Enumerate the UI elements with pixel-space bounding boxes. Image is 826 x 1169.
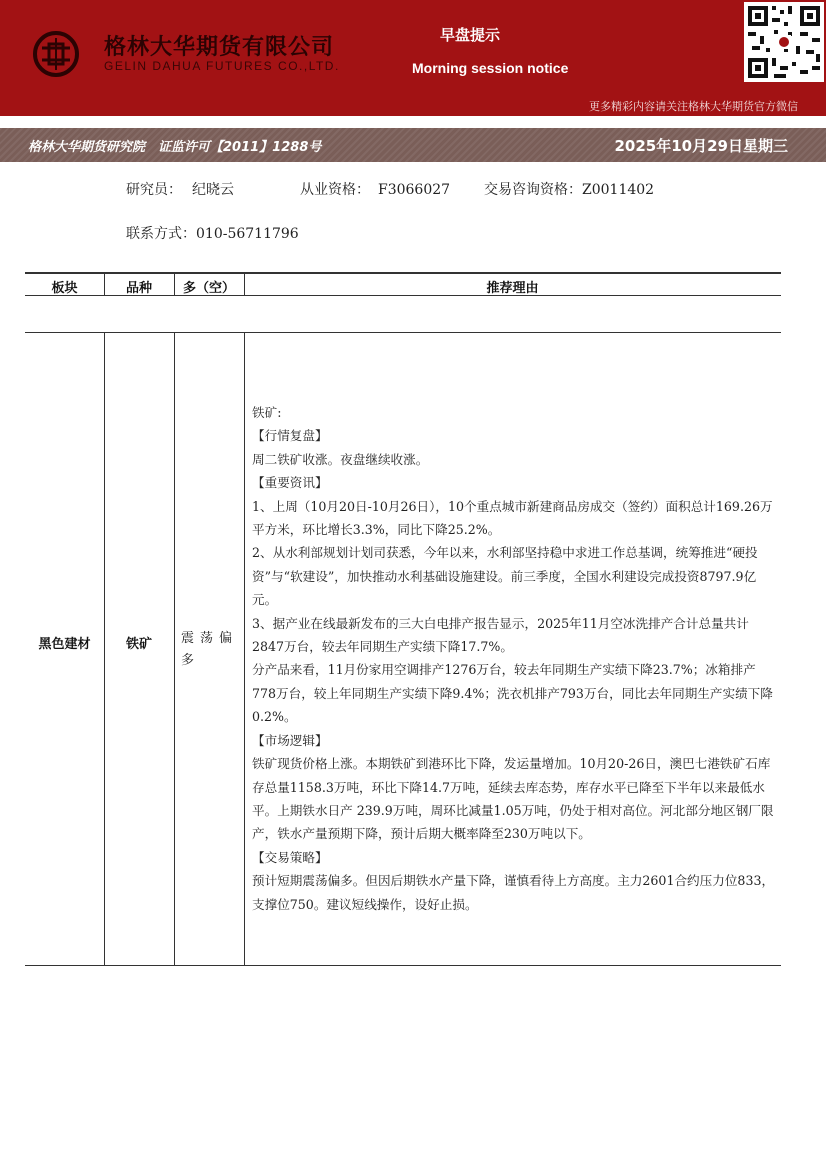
consult-label: 交易咨询资格： [484, 182, 582, 198]
reason-section-heading: 【市场逻辑】 [252, 732, 328, 748]
table-divider [174, 333, 175, 965]
report-date: 2025年10月29日星期三 [614, 137, 788, 155]
qualification-label: 从业资格： [300, 182, 370, 198]
qualification-number: F3066027 [378, 182, 451, 198]
cell-sector: 黑色建材 [38, 637, 91, 652]
contact-label: 联系方式： [126, 226, 196, 242]
institute-bar [0, 128, 826, 162]
reason-section-heading: 【重要资讯】 [252, 475, 328, 491]
company-name-en: GELIN DAHUA FUTURES CO.,LTD. [104, 59, 340, 73]
reason-line: 铁矿: [252, 405, 282, 420]
company-name-cn: 格林大华期货有限公司 [104, 35, 335, 60]
researcher-label: 研究员： [126, 182, 182, 198]
reason-line: 周二铁矿收涨。夜盘继续收涨。 [252, 451, 429, 467]
cell-variety: 铁矿 [125, 637, 152, 652]
researcher-name: 纪晓云 [192, 182, 234, 198]
report-title: 早盘提示 [440, 26, 501, 44]
header-variety: 品种 [125, 281, 152, 296]
researcher-info [126, 179, 234, 199]
report-title-en: Morning session notice [412, 60, 569, 76]
contact-phone[interactable]: 010-56711796 [196, 226, 299, 242]
reason-line: 1、上周（10月20日-10月26日），10个重点城市新建商品房成交（签约）面积总计169.26万平方米，环比增长3.3%，同比下降25.2%。 [252, 498, 773, 538]
table-bottom-border [25, 965, 781, 966]
reason-line: 2、从水利部规划计划司获悉，今年以来，水利部坚持稳中求进工作总基调，统筹推进“硬投资”与“软建设”，加快推动水利基础设施建设。前三季度，全国水利建设完成投资8797.9亿元。 [252, 545, 758, 608]
qr-code-icon[interactable] [744, 2, 824, 82]
header-sector: 板块 [51, 281, 78, 296]
table-top-border [25, 272, 781, 274]
reason-line: 分产品来看，11月份家用空调排产1276万台，较去年同期生产实绩下降23.7%；冰箱排产778万台，较上年同期生产实绩下降9.4%；洗衣机排产793万台，同比去年同期生产实绩下降0.2%。 [252, 662, 773, 725]
reason-section-heading: 【交易策略】 [252, 849, 328, 865]
consult-info [484, 179, 654, 199]
consult-number: Z0011402 [582, 182, 655, 198]
table-divider [244, 333, 245, 965]
qualification-info [300, 179, 450, 199]
reason-section-heading: 【行情复盘】 [252, 428, 328, 444]
reason-line: 预计短期震荡偏多。但因后期铁水产量下降，谨慎看待上方高度。主力2601合约压力位833，支撑位750。建议短线操作，设好止损。 [252, 873, 775, 912]
header-banner [0, 0, 826, 116]
follow-wechat-text: 更多精彩内容请关注格林大华期货官方微信 [589, 100, 798, 113]
institute-license: 格林大华期货研究院 证监许可【2011】1288号 [28, 140, 322, 155]
contact-info [126, 223, 299, 243]
table-row-top-border [25, 332, 781, 333]
reason-line: 铁矿现货价格上涨。本期铁矿到港环比下降，发运量增加。10月20-26日，澳巴七港铁矿石库存总量1158.3万吨，环比下降14.7万吨，延续去库态势，库存水平已降至下半年以来最低水平。上期铁水日产 239.9万吨，周环比减量1.05万吨，仍处于相对高位。河北部分地区钢厂限产，铁水产量预期下降，预计后期大概率降至230万吨以下。 [252, 756, 774, 842]
cell-reason [252, 401, 778, 916]
company-logo-icon [32, 30, 80, 78]
cell-direction: 震荡偏多 [181, 631, 239, 668]
header-direction: 多（空） [182, 281, 235, 296]
header-reason: 推荐理由 [486, 281, 539, 296]
reason-line: 3、据产业在线最新发布的三大白电排产报告显示，2025年11月空冰洗排产合计总量共计2847万台，较去年同期生产实绩下降17.7%。 [252, 615, 749, 655]
